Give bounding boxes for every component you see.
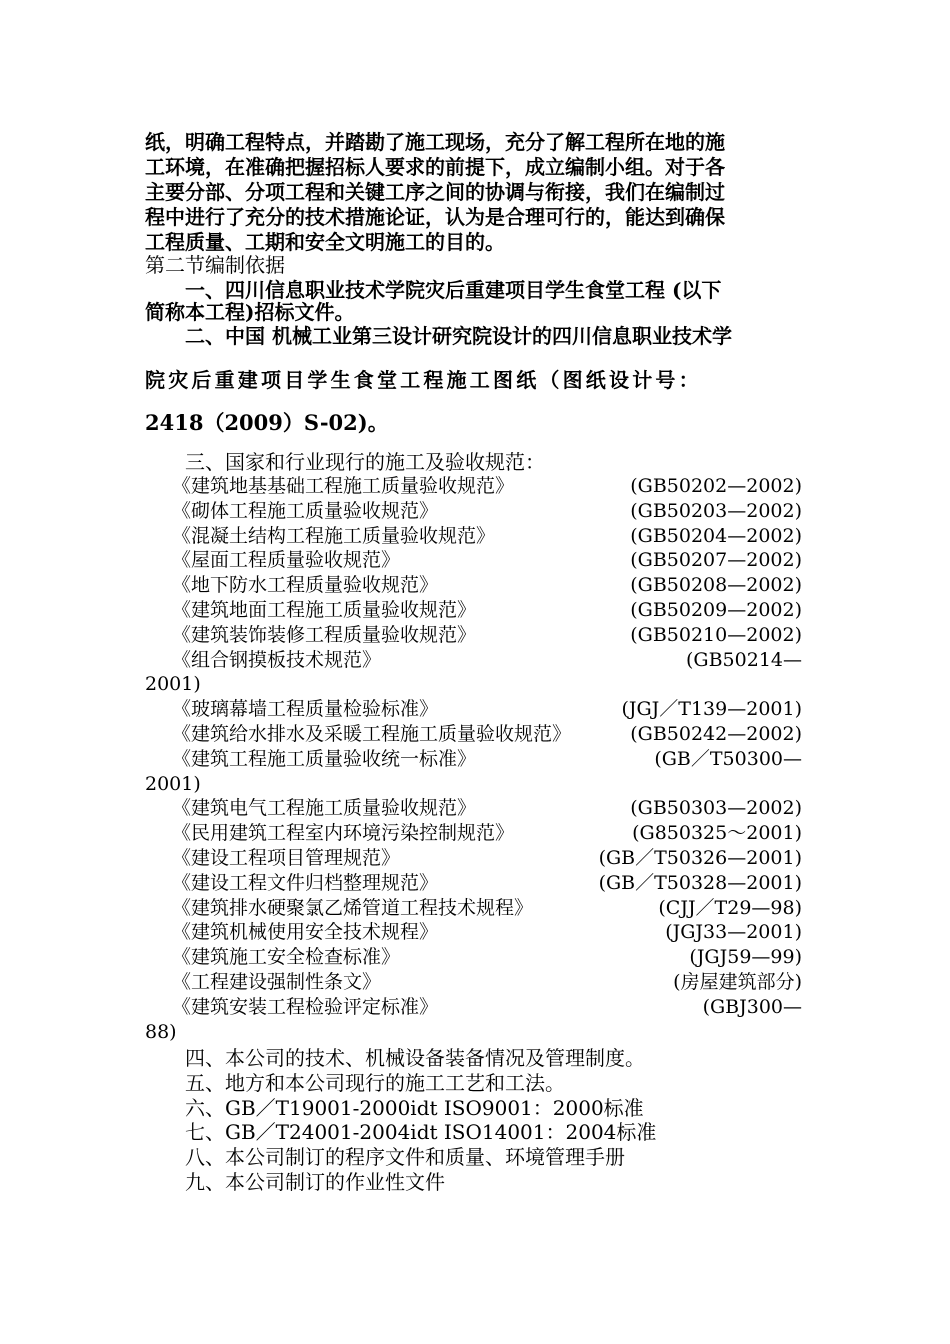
standard-name: 《建筑给水排水及采暖工程施工质量验收规范》 (172, 723, 572, 745)
standard-row (172, 970, 812, 995)
standard-row (172, 548, 812, 573)
standard-row (172, 871, 812, 896)
standard-row (172, 623, 812, 648)
standard-name: 《建筑施工安全检查标准》 (172, 946, 401, 969)
intro-line-2: 工环境，在准确把握招标人要求的前提下，成立编制小组。对于各 (145, 155, 725, 179)
standard-row (172, 796, 812, 821)
standard-name: 《建筑排水硬聚氯乙烯管道工程技术规程》 (172, 896, 534, 919)
standard-row (172, 499, 812, 524)
standard-row (172, 821, 812, 846)
section-title: 第二节编制依据 (145, 253, 285, 277)
list-item: 六、GB／T19001-2000idt ISO9001：2000标准 (145, 1095, 644, 1120)
standard-name: 《建筑装饰装修工程质量验收规范》 (172, 623, 477, 646)
standard-code: (JGJ59—99) (689, 946, 802, 969)
standard-row (172, 722, 812, 747)
standard-row (172, 648, 812, 673)
standard-name: 《地下防水工程质量验收规范》 (172, 574, 439, 597)
standard-code: (JGJ／T139—2001) (621, 698, 802, 721)
standard-code: (GB50207—2002) (630, 549, 802, 572)
standard-code-wrap: 2001) (145, 673, 201, 696)
standard-row (172, 474, 812, 499)
intro-line-4: 程中进行了充分的技术措施论证，认为是合理可行的，能达到确保 (145, 205, 725, 229)
intro-line-3: 主要分部、分项工程和关键工序之间的协调与衔接，我们在编制过 (145, 180, 725, 204)
standard-code: (房屋建筑部分) (673, 971, 802, 993)
item-2-line-3: 2418（2009）S-02)。 (145, 410, 389, 435)
list-item: 四、本公司的技术、机械设备装备情况及管理制度。 (145, 1046, 645, 1070)
standard-name: 《建筑地面工程施工质量验收规范》 (172, 599, 477, 621)
standard-row (172, 598, 812, 623)
standard-row (172, 846, 812, 871)
standard-row (172, 697, 812, 722)
item-1-line-1: 一、四川信息职业技术学院灾后重建项目学生食堂工程 (以下 (145, 278, 722, 302)
standard-code: (GB50214— (686, 648, 802, 671)
standard-name: 《屋面工程质量验收规范》 (172, 549, 401, 572)
standard-row (172, 896, 812, 921)
standard-name: 《建设工程文件归档整理规范》 (172, 871, 439, 894)
intro-line-5: 工程质量、工期和安全文明施工的目的。 (145, 230, 505, 254)
standard-row (172, 573, 812, 598)
standard-code: (GB50202—2002) (630, 475, 802, 497)
item-2-line-2: 院灾后重建项目学生食堂工程施工图纸（图纸设计号： (145, 368, 702, 392)
standard-code-wrap: 2001) (145, 772, 201, 795)
standard-code: (CJJ／T29—98) (658, 896, 802, 919)
intro-line-1: 纸，明确工程特点，并踏勘了施工现场，充分了解工程所在地的施 (145, 130, 725, 154)
standard-code: (GB／T50300— (654, 747, 802, 770)
standard-code: (GB50303—2002) (630, 797, 802, 820)
standard-code: (GB／T50326—2001) (598, 847, 802, 869)
standard-row (172, 524, 812, 549)
standard-name: 《砌体工程施工质量验收规范》 (172, 499, 439, 522)
item-3-title: 三、国家和行业现行的施工及验收规范： (145, 450, 545, 474)
list-item: 七、GB／T24001-2004idt ISO14001：2004标准 (145, 1120, 657, 1145)
item-2-line-1: 二、中国 机械工业第三设计研究院设计的四川信息职业技术学 (145, 324, 732, 348)
standard-code: (G850325～2001) (632, 822, 802, 845)
standard-code: (GBJ300— (702, 995, 802, 1018)
standard-code: (GB50210—2002) (630, 623, 802, 646)
standard-name: 《工程建设强制性条文》 (172, 971, 382, 993)
item-1-line-2: 简称本工程)招标文件。 (145, 300, 355, 324)
standard-code: (JGJ33—2001) (665, 921, 802, 944)
standard-name: 《建筑工程施工质量验收统一标准》 (172, 747, 477, 770)
standard-code: (GB／T50328—2001) (598, 871, 802, 894)
standard-name: 《建筑机械使用安全技术规程》 (172, 921, 439, 944)
standard-name: 《组合钢摸板技术规范》 (172, 648, 382, 671)
list-item: 九、本公司制订的作业性文件 (145, 1170, 445, 1194)
standard-name: 《建设工程项目管理规范》 (172, 847, 401, 869)
standard-row (172, 747, 812, 772)
standard-name: 《建筑地基基础工程施工质量验收规范》 (172, 475, 515, 497)
list-item: 五、地方和本公司现行的施工工艺和工法。 (145, 1070, 565, 1095)
standard-code: (GB50209—2002) (630, 599, 802, 621)
standard-name: 《玻璃幕墙工程质量检验标准》 (172, 698, 439, 721)
standard-name: 《民用建筑工程室内环境污染控制规范》 (172, 822, 515, 845)
standard-code: (GB50208—2002) (630, 574, 802, 597)
standard-name: 《混凝土结构工程施工质量验收规范》 (172, 524, 496, 547)
standard-code: (GB50203—2002) (630, 499, 802, 522)
standard-row (172, 920, 812, 945)
standard-code-wrap: 88) (145, 1020, 177, 1043)
standard-code: (GB50242—2002) (630, 723, 802, 745)
list-item: 八、本公司制订的程序文件和质量、环境管理手册 (145, 1145, 625, 1170)
standard-row (172, 945, 812, 970)
standard-code: (GB50204—2002) (630, 524, 802, 547)
standard-row (172, 995, 812, 1020)
standard-name: 《建筑电气工程施工质量验收规范》 (172, 797, 477, 820)
standard-name: 《建筑安装工程检验评定标准》 (172, 995, 439, 1018)
